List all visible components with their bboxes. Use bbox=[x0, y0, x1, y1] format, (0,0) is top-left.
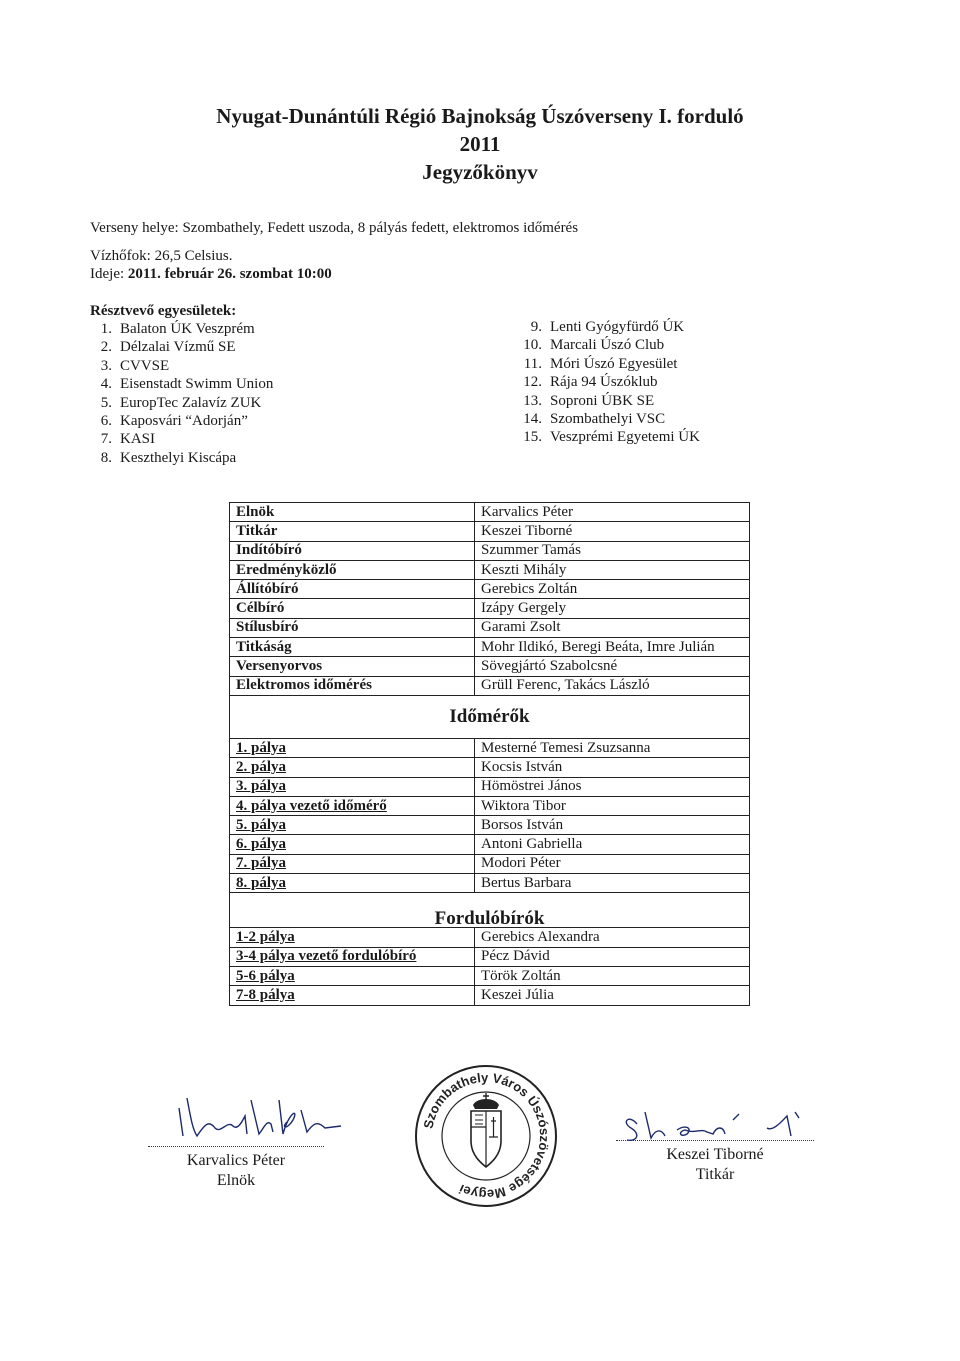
role-cell: 1-2 pálya bbox=[230, 928, 475, 947]
name-cell: Mesterné Temesi Zsuzsanna bbox=[475, 738, 750, 757]
club-item bbox=[516, 336, 700, 354]
role-cell: Elektromos időmérés bbox=[230, 676, 475, 695]
name-cell: Kocsis István bbox=[475, 758, 750, 777]
club-name: Szombathelyi VSC bbox=[550, 411, 666, 428]
name-cell: Karvalics Péter bbox=[475, 503, 750, 522]
club-item bbox=[86, 430, 273, 448]
role-cell: Indítóbíró bbox=[230, 541, 475, 560]
stamp-seal-icon bbox=[413, 1063, 559, 1209]
title-line-3: Jegyzőkönyv bbox=[422, 160, 538, 184]
name-cell: Bertus Barbara bbox=[475, 874, 750, 893]
club-number: 13. bbox=[523, 392, 542, 409]
table-row bbox=[230, 874, 750, 893]
table-row bbox=[230, 560, 750, 579]
role-cell: 7. pálya bbox=[230, 854, 475, 873]
club-name: Kaposvári “Adorján” bbox=[120, 413, 248, 430]
signature-left-scribble bbox=[175, 1090, 345, 1142]
role-cell: Célbíró bbox=[230, 599, 475, 618]
club-name: CVVSE bbox=[120, 357, 170, 374]
club-name: Veszprémi Egyetemi ÚK bbox=[550, 429, 700, 446]
club-name: Marcali Úszó Club bbox=[550, 337, 665, 354]
club-item bbox=[86, 375, 273, 393]
name-cell: Pécz Dávid bbox=[475, 947, 750, 966]
table-row bbox=[230, 796, 750, 815]
club-item bbox=[516, 410, 700, 428]
role-cell: Versenyorvos bbox=[230, 657, 475, 676]
date-value: 2011. február 26. szombat 10:00 bbox=[127, 266, 332, 282]
signature-right-name: Keszei Tiborné bbox=[666, 1146, 764, 1163]
name-cell: Szummer Tamás bbox=[475, 541, 750, 560]
table-row bbox=[230, 966, 750, 985]
club-number: 5. bbox=[100, 394, 112, 411]
name-cell: Izápy Gergely bbox=[475, 599, 750, 618]
name-cell: Gerebics Alexandra bbox=[475, 928, 750, 947]
club-name: Keszthelyi Kiscápa bbox=[120, 449, 237, 466]
table-row bbox=[230, 928, 750, 947]
club-name: Móri Úszó Egyesület bbox=[550, 355, 678, 372]
name-cell: Modori Péter bbox=[475, 854, 750, 873]
club-list-right bbox=[516, 318, 700, 447]
club-item bbox=[86, 449, 273, 467]
club-name: Eisenstadt Swimm Union bbox=[120, 376, 274, 393]
table-row bbox=[230, 599, 750, 618]
club-number: 11. bbox=[523, 355, 542, 372]
club-item bbox=[516, 392, 700, 410]
club-number: 4. bbox=[100, 376, 112, 393]
svg-text:Szombathely Város Úszószövetsé: Szombathely Város Úszószövetsége Megyei bbox=[420, 1069, 553, 1203]
table-row bbox=[230, 947, 750, 966]
name-cell: Mohr Ildikó, Beregi Beáta, Imre Julián bbox=[475, 638, 750, 657]
club-number: 14. bbox=[523, 411, 542, 428]
section-heading: Időmérők bbox=[230, 695, 750, 738]
club-number: 3. bbox=[100, 357, 112, 374]
signature-right-line bbox=[616, 1140, 814, 1141]
role-cell: Titkáság bbox=[230, 638, 475, 657]
role-cell: 7-8 pálya bbox=[230, 986, 475, 1005]
club-name: KASI bbox=[120, 431, 156, 448]
table-row bbox=[230, 676, 750, 695]
club-item bbox=[516, 428, 700, 446]
role-cell: Állítóbíró bbox=[230, 580, 475, 599]
club-number: 9. bbox=[530, 319, 542, 335]
name-cell: Grüll Ferenc, Takács László bbox=[475, 676, 750, 695]
title-line-1: Nyugat-Dunántúli Régió Bajnokság Úszóverseny I. forduló bbox=[216, 104, 744, 128]
club-number: 8. bbox=[100, 449, 112, 466]
signature-left-name: Karvalics Péter bbox=[186, 1152, 286, 1169]
table-row bbox=[230, 986, 750, 1005]
club-item bbox=[516, 355, 700, 373]
club-item bbox=[516, 373, 700, 391]
table-row bbox=[230, 777, 750, 796]
role-cell: Titkár bbox=[230, 522, 475, 541]
table-row bbox=[230, 618, 750, 637]
table-row bbox=[230, 854, 750, 873]
club-name: EuropTec Zalavíz ZUK bbox=[120, 394, 262, 411]
club-item bbox=[516, 318, 700, 336]
table-row bbox=[230, 638, 750, 657]
date-line bbox=[90, 265, 332, 283]
club-number: 10. bbox=[523, 337, 542, 354]
club-item bbox=[86, 357, 273, 375]
name-cell: Sövegjártó Szabolcsné bbox=[475, 657, 750, 676]
club-list-left bbox=[86, 320, 273, 467]
table-row bbox=[230, 835, 750, 854]
signature-right-title: Titkár bbox=[695, 1166, 735, 1183]
date-label: Ideje: bbox=[90, 266, 125, 282]
signature-left bbox=[148, 1146, 324, 1191]
name-cell: Hömöstrei János bbox=[475, 777, 750, 796]
venue-line: Verseny helye: Szombathely, Fedett uszoda, 8 pályás fedett, elektromos időmérés bbox=[90, 220, 579, 236]
role-cell: 3. pálya bbox=[230, 777, 475, 796]
table-row bbox=[230, 657, 750, 676]
club-name: Lenti Gyógyfürdő ÚK bbox=[550, 319, 685, 335]
role-cell: 6. pálya bbox=[230, 835, 475, 854]
name-cell: Keszei Tiborné bbox=[475, 522, 750, 541]
club-number: 6. bbox=[100, 413, 112, 430]
name-cell: Török Zoltán bbox=[475, 966, 750, 985]
table-row bbox=[230, 522, 750, 541]
name-cell: Garami Zsolt bbox=[475, 618, 750, 637]
name-cell: Antoni Gabriella bbox=[475, 835, 750, 854]
section-heading: Fordulóbírók bbox=[230, 893, 750, 928]
officials-table bbox=[229, 502, 750, 1006]
role-cell: Stílusbíró bbox=[230, 618, 475, 637]
role-cell: 4. pálya vezető időmérő bbox=[230, 796, 475, 815]
signature-left-title: Elnök bbox=[216, 1172, 256, 1189]
section-row bbox=[230, 893, 750, 928]
club-item bbox=[86, 338, 273, 356]
role-cell: 8. pálya bbox=[230, 874, 475, 893]
club-name: Soproni ÚBK SE bbox=[550, 392, 655, 409]
table-row bbox=[230, 541, 750, 560]
role-cell: 5. pálya bbox=[230, 816, 475, 835]
section-row bbox=[230, 695, 750, 738]
name-cell: Borsos István bbox=[475, 816, 750, 835]
name-cell: Wiktora Tibor bbox=[475, 796, 750, 815]
club-number: 7. bbox=[100, 431, 112, 448]
club-number: 12. bbox=[523, 374, 542, 391]
table-row bbox=[230, 580, 750, 599]
title-line-2: 2011 bbox=[459, 132, 501, 156]
role-cell: 3-4 pálya vezető fordulóbíró bbox=[230, 947, 475, 966]
club-name: Balaton ÚK Veszprém bbox=[120, 321, 255, 337]
club-number: 2. bbox=[100, 339, 112, 356]
document-title bbox=[0, 102, 960, 186]
role-cell: Eredményközlő bbox=[230, 560, 475, 579]
table-row bbox=[230, 738, 750, 757]
water-temp-line: Vízhőfok: 26,5 Celsius. bbox=[90, 248, 233, 264]
table-row bbox=[230, 503, 750, 522]
signature-left-line bbox=[148, 1146, 324, 1147]
club-name: Rája 94 Úszóklub bbox=[550, 374, 658, 391]
role-cell: Elnök bbox=[230, 503, 475, 522]
club-item bbox=[86, 320, 273, 338]
name-cell: Keszei Júlia bbox=[475, 986, 750, 1005]
club-number: 1. bbox=[100, 321, 112, 337]
name-cell: Keszti Mihály bbox=[475, 560, 750, 579]
role-cell: 5-6 pálya bbox=[230, 966, 475, 985]
table-row bbox=[230, 758, 750, 777]
club-item bbox=[86, 394, 273, 412]
role-cell: 1. pálya bbox=[230, 738, 475, 757]
club-name: Délzalai Vízmű SE bbox=[120, 339, 236, 356]
table-row bbox=[230, 816, 750, 835]
role-cell: 2. pálya bbox=[230, 758, 475, 777]
name-cell: Gerebics Zoltán bbox=[475, 580, 750, 599]
clubs-heading: Résztvevő egyesületek: bbox=[90, 303, 237, 319]
club-item bbox=[86, 412, 273, 430]
signature-right bbox=[616, 1140, 814, 1185]
club-number: 15. bbox=[523, 429, 542, 446]
